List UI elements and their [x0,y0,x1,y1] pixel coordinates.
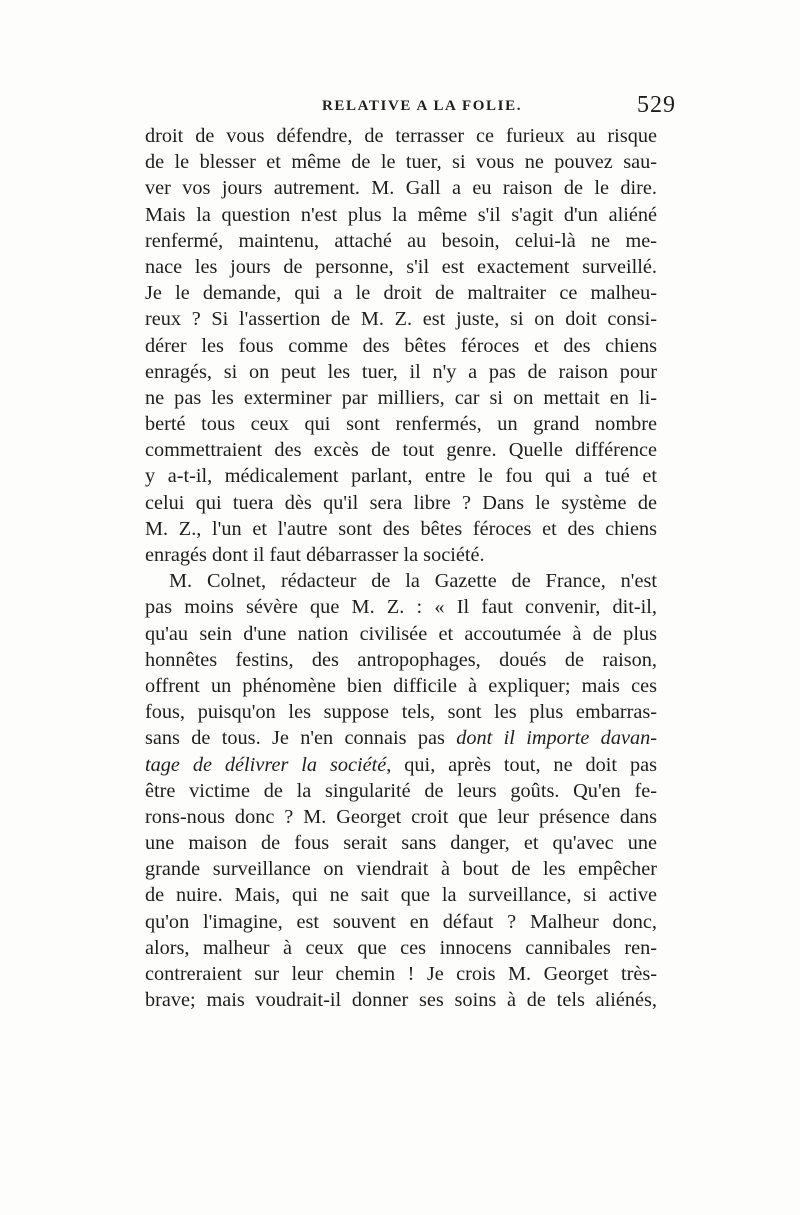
italic-segment: tage de délivrer la société [145,753,387,776]
running-title: RELATIVE A LA FOLIE. [321,98,523,114]
text-line: enragés, si on peut les tuer, il n'y a pas de raison pour [145,360,657,383]
text-line: Mais la question n'est plus la même s'il s'agit d'un aliéné [145,203,657,226]
text-line: renfermé, maintenu, attaché au besoin, celui-là ne me- [145,229,657,252]
page-number: 529 [637,92,676,118]
text-line: berté tous ceux qui sont renfermés, un grand nombre [145,413,657,436]
text-segment: sans de tous. Je n'en connais pas [145,727,445,750]
text-line-mixed [145,725,657,751]
text-line: de nuire. Mais, qui ne sait que la surveillance, si active [145,884,657,907]
text-line: commettraient des excès de tout genre. Quelle différence [145,439,657,462]
text-line: qu'au sein d'une nation civilisée et accoutumée à de plus [145,622,657,645]
text-line: dérer les fous comme des bêtes féroces et des chiens [145,334,657,357]
text-line: M. Z., l'un et l'autre sont des bêtes féroces et des chiens [145,517,657,540]
text-line: une maison de fous serait sans danger, et qu'avec une [145,832,657,855]
text-line: qu'on l'imagine, est souvent en défaut ? Malheur donc, [145,910,657,933]
text-line: y a-t-il, médicalement parlant, entre le fou qui a tué et [145,465,657,488]
text-line: droit de vous défendre, de terrasser ce furieux au risque [145,125,657,147]
text-line: celui qui tuera dès qu'il sera libre ? Dans le système de [145,491,657,514]
running-header [148,92,676,122]
text-line-mixed [145,752,657,778]
text-line: pas moins sévère que M. Z. : « Il faut convenir, dit-il, [145,596,657,619]
text-line: reux ? Si l'assertion de M. Z. est juste, si on doit consi- [145,308,657,331]
italic-segment: dont il importe davan- [456,727,657,750]
text-line: contreraient sur leur chemin ! Je crois M. Georget très- [145,963,657,985]
text-segment: , qui, après tout, ne doit pas [386,753,657,776]
text-line: honnêtes festins, des antropophages, doués de raison, [145,648,657,671]
text-line: fous, puisqu'on les suppose tels, sont les plus embarras- [145,701,657,724]
text-line: ne pas les exterminer par milliers, car si on mettait en li- [145,386,657,409]
text-line-paragraph-end: enragés dont il faut débarrasser la société. [145,544,485,566]
text-line-paragraph-start: M. Colnet, rédacteur de la Gazette de France, n'est [169,570,657,593]
text-line: être victime de la singularité de leurs goûts. Qu'en fe- [145,779,657,802]
text-line: alors, malheur à ceux que ces innocens cannibales ren- [145,936,657,959]
text-line: nace les jours de personne, s'il est exactement surveillé. [145,255,657,278]
text-line: de le blesser et même de le tuer, si vous ne pouvez sau- [145,151,657,174]
text-line: ver vos jours autrement. M. Gall a eu raison de le dire. [145,177,657,200]
text-line: offrent un phénomène bien difficile à expliquer; mais ces [145,674,657,697]
text-line: Je le demande, qui a le droit de maltraiter ce malheu- [145,282,657,305]
text-line: rons-nous donc ? M. Georget croit que leur présence dans [145,805,657,828]
text-line: brave; mais voudrait-il donner ses soins à de tels aliénés, [145,989,657,1012]
text-line: grande surveillance on viendrait à bout de les empêcher [145,858,657,881]
body-text [145,123,657,1013]
